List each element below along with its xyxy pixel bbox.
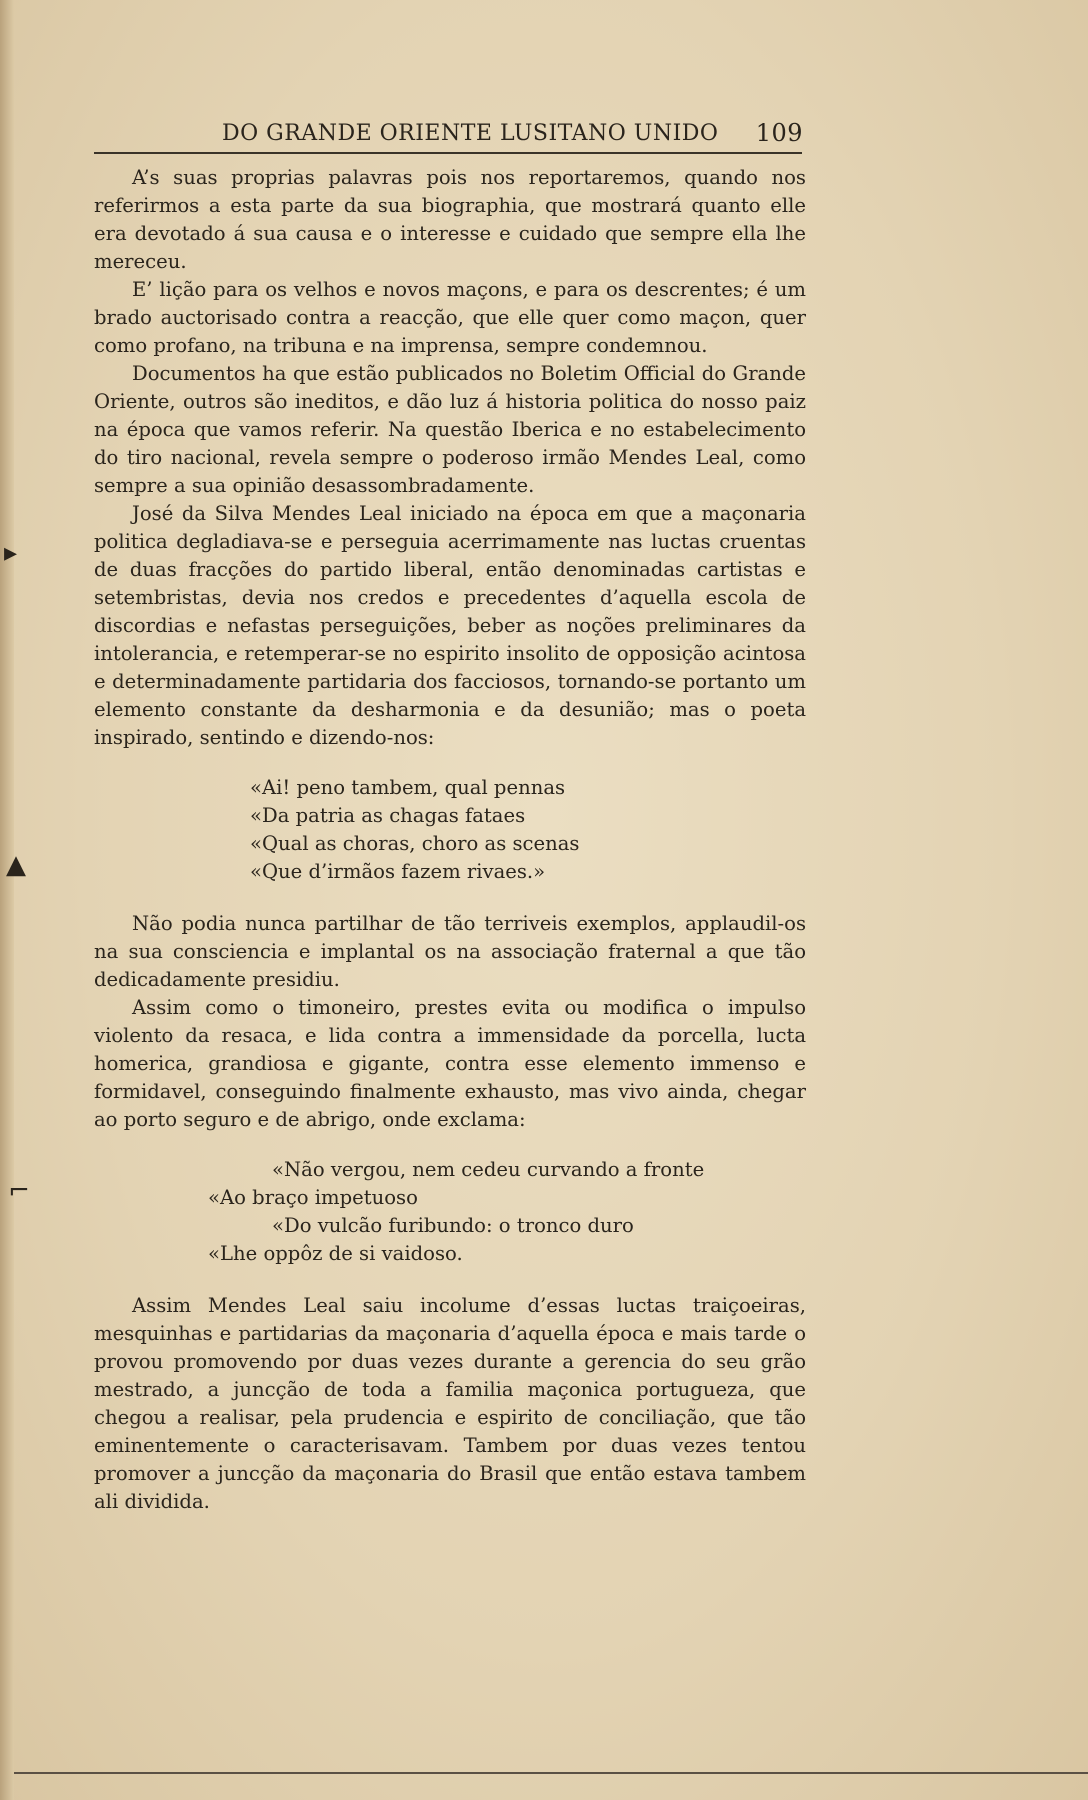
verse-line: «Do vulcão furibundo: o tronco duro — [272, 1214, 634, 1237]
paragraph: Assim Mendes Leal saiu incolume d’essas luctas traiçoeiras, mesquinhas e partidarias da maçonaria d’aquella época e mais tarde o provou promovendo por duas vezes durante a gerencia do seu grão mestrado, a juncção de toda a familia maçonica portugueza, que chegou a realisar, pela prudencia e espirito de conciliação, que tão eminentemente o caracterisavam. Tambem por duas vezes tentou promover a juncção da maçonaria do Brasil que então estava tambem ali dividida. — [94, 1294, 806, 1513]
paragraph: Documentos ha que estão publicados no Boletim Official do Grande Oriente, outros são ineditos, e dão luz á historia politica do nosso paiz na época que vamos referir. Na questão Iberica e no estabelecimento do tiro nacional, revela sempre o poderoso irmão Mendes Leal, como sempre a sua opinião desassombradamente. — [94, 362, 806, 497]
paragraph: E’ lição para os velhos e novos maçons, e para os descrentes; é um brado auctorisado contra a reacção, que elle quer como maçon, quer como profano, na tribuna e na imprensa, sempre condemnou. — [94, 278, 806, 357]
running-title: DO GRANDE ORIENTE LUSITANO UNIDO — [222, 121, 719, 146]
verse-line: «Qual as choras, choro as scenas — [250, 832, 580, 855]
page-number: 109 — [755, 119, 803, 147]
verse-line: «Ai! peno tambem, qual pennas — [250, 776, 566, 799]
verse-line: «Lhe oppôz de si vaidoso. — [208, 1242, 463, 1265]
paragraph: Assim como o timoneiro, prestes evita ou modifica o impulso violento da resaca, e lida contra a immensidade da porcella, lucta homerica, grandiosa e gigante, contra esse elemento immenso e formidavel, conseguindo finalmente exhausto, mas vivo ainda, chegar ao porto seguro e de abrigo, onde exclama: — [94, 996, 806, 1131]
verse-line: «Que d’irmãos fazem rivaes.» — [250, 860, 546, 883]
header-rule — [94, 152, 802, 154]
margin-mark: ⌐ — [8, 1176, 30, 1206]
body-text — [94, 164, 806, 1516]
verse-line: «Não vergou, nem cedeu curvando a fronte — [272, 1158, 705, 1181]
margin-mark: ▲ — [6, 850, 26, 880]
paragraph: Não podia nunca partilhar de tão terriveis exemplos, applaudil-os na sua consciencia e implantal os na associação fraternal a que tão dedicadamente presidiu. — [94, 912, 806, 991]
verse-line: «Ao braço impetuoso — [208, 1186, 418, 1209]
verse-line: «Da patria as chagas fataes — [250, 804, 526, 827]
margin-mark: ▸ — [4, 538, 18, 568]
running-header — [222, 116, 807, 150]
verse-block — [94, 1156, 806, 1268]
verse-block — [94, 774, 806, 886]
bottom-edge-line — [14, 1772, 1088, 1774]
page-edge — [0, 0, 14, 1800]
paragraph: José da Silva Mendes Leal iniciado na época em que a maçonaria politica degladiava-se e perseguia acerrimamente nas luctas cruentas de duas fracções do partido liberal, então denominadas cartistas e setembristas, devia nos credos e precedentes d’aquella escola de discordias e nefastas perseguições, beber as noções preliminares da intolerancia, e retemperar-se no espirito insolito de opposição acintosa e determinadamente partidaria dos facciosos, tornando-se portanto um elemento constante da desharmonia e da desunião; mas o poeta inspirado, sentindo e dizendo-nos: — [94, 502, 806, 749]
paragraph: A’s suas proprias palavras pois nos reportaremos, quando nos referirmos a esta parte da sua biographia, que mostrará quanto elle era devotado á sua causa e o interesse e cuidado que sempre ella lhe mereceu. — [94, 166, 806, 273]
